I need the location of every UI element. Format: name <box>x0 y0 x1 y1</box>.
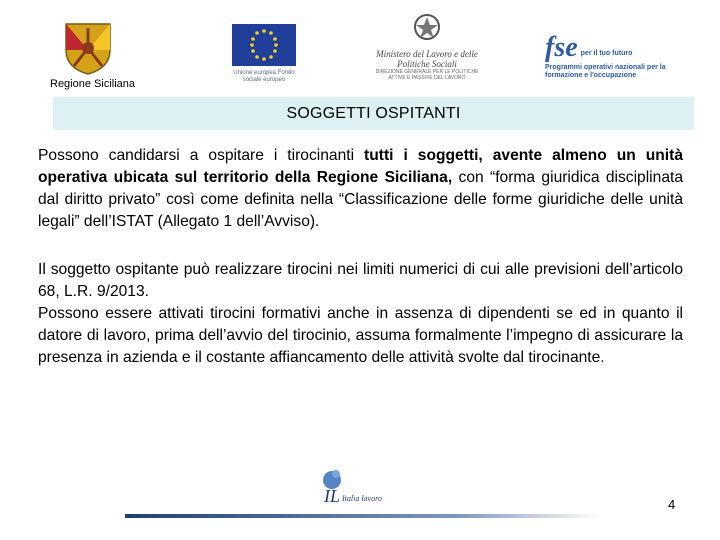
paragraph-eligibility-text-2: con “forma giuridica disciplinata dal diritto privato” così come definita nella “Classificazione delle forme giuridiche delle unità legali” dell’ISTAT (Allegato 1 dell’Avviso). <box>38 169 683 230</box>
paragraph-eligibility <box>38 145 683 233</box>
slide-title: SOGGETTI OSPITANTI <box>286 104 461 122</box>
paragraph-limits-block <box>38 259 683 369</box>
paragraph-eligibility-bold: tutti i soggetti, avente almeno un unità operativa ubicata sul territorio della Regione Siciliana, <box>38 147 683 186</box>
footer-decorative-bar <box>125 508 600 518</box>
regione-siciliana-logo <box>62 20 114 76</box>
ministry-subtext: DIREZIONE GENERALE PER LE POLITICHE ATTIVE E PASSIVE DEL LAVORO <box>375 69 479 81</box>
eu-logo-text: Unione europea Fondo sociale europeo <box>233 70 295 83</box>
ministry-name: Ministero del Lavoro e delle Politiche Sociali <box>376 49 478 69</box>
paragraph-eligibility-text: Possono candidarsi a ospitare i tirocinanti <box>38 147 365 164</box>
fse-logo-text: Programmi operativi nazionali per la formazione e l'occupazione <box>545 64 666 79</box>
slide-title-bar <box>53 97 694 130</box>
paragraph-limits: Il soggetto ospitante può realizzare tirocini nei limiti numerici di cui alle previsioni dell’articolo 68, L.R. 9/2013. <box>38 261 683 300</box>
paragraph-no-employees: Possono essere attivati tirocini formativi anche in assenza di dipendenti se ed in quanto il datore di lavoro, prima dell’avvio del tirocinio, assuma formalmente l’impegno di assicurare la presenza in azienda e il costante affiancamento delle attività svolte dal tirocinante. <box>38 305 683 366</box>
ministero-lavoro-logo <box>372 12 482 88</box>
region-label: Regione Siciliana <box>50 78 135 90</box>
fse-mark: fse <box>545 32 578 63</box>
italia-lavoro-text: Italia lavoro <box>342 494 382 503</box>
italia-lavoro-mark: IL <box>324 486 341 506</box>
italia-lavoro-logo <box>318 466 408 506</box>
page-number: 4 <box>668 497 676 512</box>
fse-tagline: per il tuo futuro <box>580 50 633 57</box>
italian-emblem-icon <box>372 12 482 49</box>
fse-logo <box>545 32 675 82</box>
